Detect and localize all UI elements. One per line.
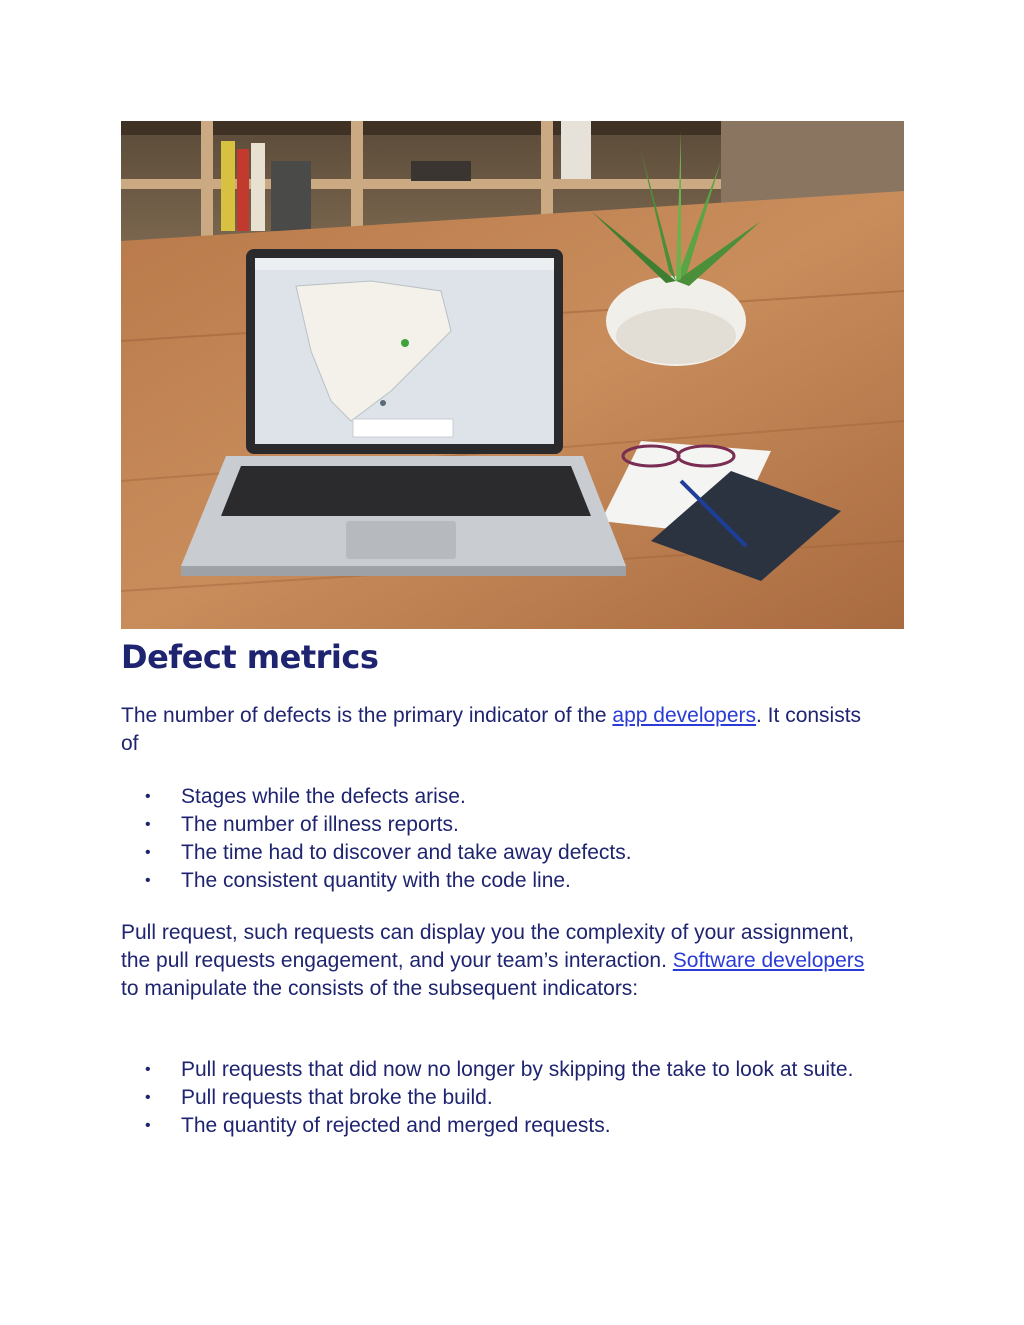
list-item: • Stages while the defects arise.	[121, 783, 881, 811]
list-item: • The time had to discover and take away defects.	[121, 839, 881, 867]
pull-request-indicator-list	[121, 1056, 881, 1140]
pull-text-after: to manipulate the consists of the subsequent indicators:	[121, 977, 639, 1000]
list-item: • The number of illness reports.	[121, 811, 881, 839]
laptop-desk-photo	[121, 121, 904, 629]
pull-text-before: Pull request, such requests can display you the complexity of your assignment, the pull requests engagement, and your team’s interaction.	[121, 921, 855, 972]
list-item: • The consistent quantity with the code line.	[121, 867, 881, 895]
list-item: • The quantity of rejected and merged requests.	[121, 1112, 881, 1140]
software-developers-link[interactable]: Software developers	[672, 949, 865, 972]
section-heading: Defect metrics	[121, 638, 379, 676]
list-item: • Pull requests that broke the build.	[121, 1084, 881, 1112]
list-item: • Pull requests that did now no longer by skipping the take to look at suite.	[121, 1056, 881, 1084]
defect-indicator-list	[121, 783, 881, 895]
app-developers-link[interactable]: app developers	[612, 704, 757, 727]
intro-text-after: . It consists of	[121, 704, 862, 755]
intro-text-before: The number of defects is the primary indicator of the	[121, 704, 613, 727]
intro-paragraph	[121, 702, 881, 758]
pull-request-paragraph	[121, 919, 881, 1003]
